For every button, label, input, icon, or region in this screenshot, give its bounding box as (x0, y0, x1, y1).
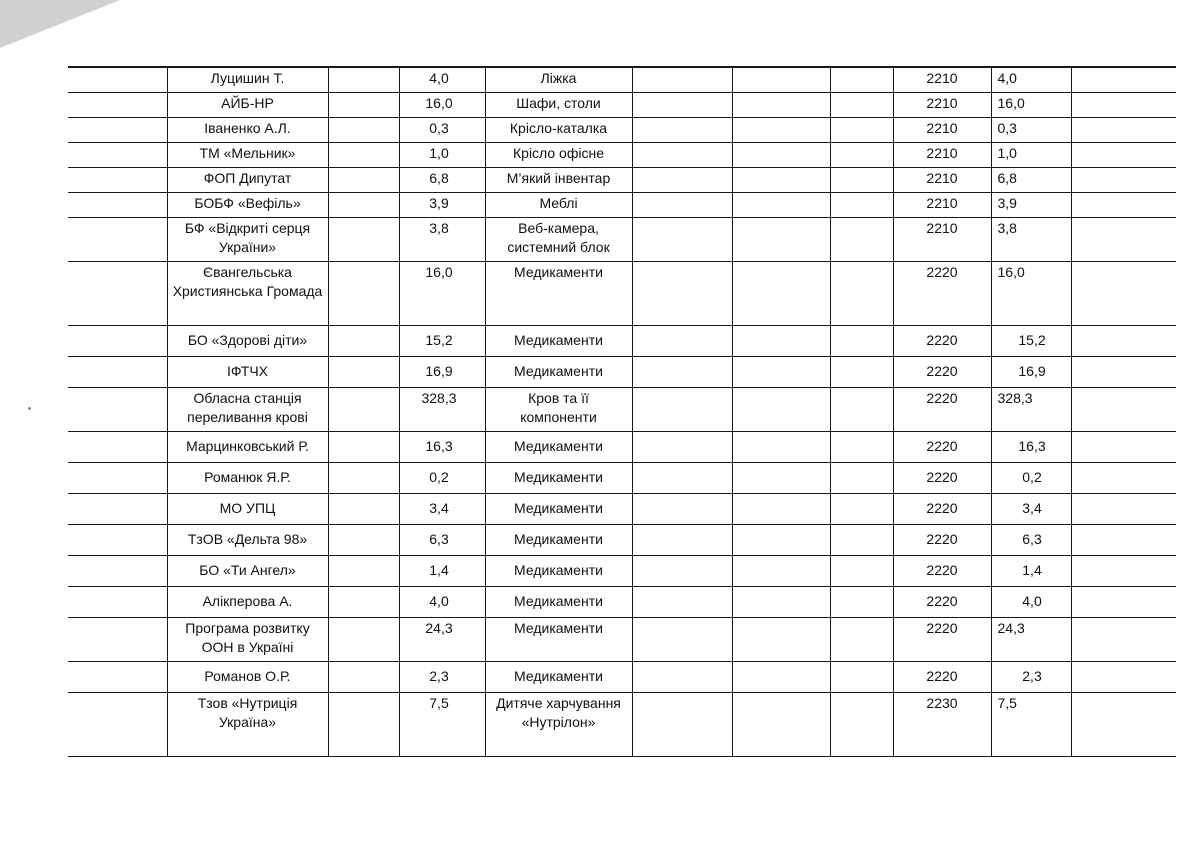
blank-cell (68, 193, 167, 218)
blank-cell (830, 556, 893, 587)
table-row (68, 262, 1176, 326)
blank-cell (632, 388, 732, 432)
budget-code-cell: 2220 (893, 262, 991, 326)
blank-cell (830, 494, 893, 525)
blank-cell (1071, 93, 1176, 118)
donor-name-cell: Марцинковський Р. (167, 432, 328, 463)
blank-cell (68, 218, 167, 262)
amount-cell: 6,3 (991, 525, 1071, 556)
blank-cell (830, 662, 893, 693)
budget-code-cell: 2210 (893, 67, 991, 93)
blank-cell (1071, 662, 1176, 693)
blank-cell (1071, 693, 1176, 757)
donor-name-cell: АЙБ-НР (167, 93, 328, 118)
table-row (68, 218, 1176, 262)
donor-name-cell: ІФТЧХ (167, 357, 328, 388)
blank-cell (732, 662, 830, 693)
item-cell: Медикаменти (485, 556, 632, 587)
item-cell: Веб-камера, системний блок (485, 218, 632, 262)
quantity-cell: 6,3 (399, 525, 485, 556)
table-body (68, 67, 1176, 757)
blank-cell (328, 67, 399, 93)
budget-code-cell: 2210 (893, 218, 991, 262)
amount-cell: 16,9 (991, 357, 1071, 388)
blank-cell (68, 587, 167, 618)
blank-cell (732, 388, 830, 432)
blank-cell (1071, 587, 1176, 618)
blank-cell (732, 326, 830, 357)
budget-code-cell: 2220 (893, 587, 991, 618)
blank-cell (1071, 118, 1176, 143)
quantity-cell: 3,4 (399, 494, 485, 525)
blank-cell (632, 525, 732, 556)
quantity-cell: 15,2 (399, 326, 485, 357)
donor-name-cell: Романов О.Р. (167, 662, 328, 693)
blank-cell (1071, 193, 1176, 218)
donor-name-cell: Луцишин Т. (167, 67, 328, 93)
blank-cell (68, 357, 167, 388)
blank-cell (68, 388, 167, 432)
blank-cell (830, 193, 893, 218)
donor-name-cell: Іваненко А.Л. (167, 118, 328, 143)
blank-cell (632, 693, 732, 757)
table-row (68, 693, 1176, 757)
amount-cell: 3,9 (991, 193, 1071, 218)
blank-cell (68, 494, 167, 525)
blank-cell (1071, 618, 1176, 662)
blank-cell (732, 587, 830, 618)
blank-cell (732, 618, 830, 662)
budget-code-cell: 2220 (893, 432, 991, 463)
blank-cell (328, 618, 399, 662)
quantity-cell: 1,4 (399, 556, 485, 587)
table-row (68, 193, 1176, 218)
budget-code-cell: 2220 (893, 326, 991, 357)
blank-cell (1071, 463, 1176, 494)
blank-cell (68, 525, 167, 556)
amount-cell: 3,4 (991, 494, 1071, 525)
quantity-cell: 4,0 (399, 67, 485, 93)
item-cell: М’який інвентар (485, 168, 632, 193)
quantity-cell: 328,3 (399, 388, 485, 432)
table-row (68, 388, 1176, 432)
blank-cell (328, 218, 399, 262)
table-row (68, 93, 1176, 118)
blank-cell (1071, 67, 1176, 93)
item-cell: Ліжка (485, 67, 632, 93)
item-cell: Крісло-каталка (485, 118, 632, 143)
quantity-cell: 0,3 (399, 118, 485, 143)
quantity-cell: 16,0 (399, 93, 485, 118)
amount-cell: 0,2 (991, 463, 1071, 494)
blank-cell (732, 218, 830, 262)
blank-cell (830, 326, 893, 357)
budget-code-cell: 2220 (893, 556, 991, 587)
table-row (68, 463, 1176, 494)
item-cell: Медикаменти (485, 262, 632, 326)
donor-name-cell: Романюк Я.Р. (167, 463, 328, 494)
blank-cell (732, 193, 830, 218)
blank-cell (830, 432, 893, 463)
blank-cell (830, 168, 893, 193)
item-cell: Медикаменти (485, 326, 632, 357)
donor-name-cell: Тзов «Нутриція Україна» (167, 693, 328, 757)
table-row (68, 494, 1176, 525)
item-cell: Дитяче харчування «Нутрілон» (485, 693, 632, 757)
item-cell: Медикаменти (485, 357, 632, 388)
amount-cell: 0,3 (991, 118, 1071, 143)
blank-cell (328, 494, 399, 525)
blank-cell (328, 357, 399, 388)
blank-cell (1071, 388, 1176, 432)
blank-cell (830, 587, 893, 618)
blank-cell (1071, 326, 1176, 357)
quantity-cell: 3,8 (399, 218, 485, 262)
blank-cell (732, 93, 830, 118)
budget-code-cell: 2210 (893, 143, 991, 168)
quantity-cell: 0,2 (399, 463, 485, 494)
blank-cell (328, 118, 399, 143)
quantity-cell: 16,3 (399, 432, 485, 463)
table-row (68, 432, 1176, 463)
budget-code-cell: 2220 (893, 618, 991, 662)
item-cell: Крісло офісне (485, 143, 632, 168)
blank-cell (732, 118, 830, 143)
blank-cell (632, 587, 732, 618)
donor-name-cell: БО «Здорові діти» (167, 326, 328, 357)
donor-name-cell: Алікперова А. (167, 587, 328, 618)
blank-cell (1071, 432, 1176, 463)
blank-cell (68, 618, 167, 662)
blank-cell (632, 143, 732, 168)
blank-cell (68, 432, 167, 463)
blank-cell (68, 326, 167, 357)
amount-cell: 6,8 (991, 168, 1071, 193)
blank-cell (328, 587, 399, 618)
quantity-cell: 2,3 (399, 662, 485, 693)
budget-code-cell: 2230 (893, 693, 991, 757)
blank-cell (732, 463, 830, 494)
blank-cell (68, 168, 167, 193)
budget-code-cell: 2210 (893, 168, 991, 193)
blank-cell (68, 67, 167, 93)
table-row (68, 143, 1176, 168)
table-row (68, 67, 1176, 93)
blank-cell (328, 326, 399, 357)
blank-cell (1071, 525, 1176, 556)
blank-cell (732, 357, 830, 388)
table-row (68, 662, 1176, 693)
table-row (68, 587, 1176, 618)
item-cell: Медикаменти (485, 432, 632, 463)
blank-cell (732, 693, 830, 757)
amount-cell: 16,3 (991, 432, 1071, 463)
amount-cell: 4,0 (991, 587, 1071, 618)
item-cell: Медикаменти (485, 662, 632, 693)
blank-cell (830, 262, 893, 326)
blank-cell (830, 67, 893, 93)
blank-cell (830, 93, 893, 118)
blank-cell (632, 168, 732, 193)
budget-code-cell: 2210 (893, 93, 991, 118)
amount-cell: 16,0 (991, 262, 1071, 326)
donor-name-cell: ТзОВ «Дельта 98» (167, 525, 328, 556)
blank-cell (830, 218, 893, 262)
quantity-cell: 16,0 (399, 262, 485, 326)
blank-cell (68, 118, 167, 143)
quantity-cell: 7,5 (399, 693, 485, 757)
blank-cell (68, 693, 167, 757)
blank-cell (830, 357, 893, 388)
donor-name-cell: БОБФ «Вефіль» (167, 193, 328, 218)
quantity-cell: 24,3 (399, 618, 485, 662)
quantity-cell: 3,9 (399, 193, 485, 218)
donor-name-cell: МО УПЦ (167, 494, 328, 525)
blank-cell (632, 67, 732, 93)
blank-cell (328, 143, 399, 168)
blank-cell (632, 193, 732, 218)
budget-code-cell: 2220 (893, 388, 991, 432)
blank-cell (632, 494, 732, 525)
amount-cell: 1,4 (991, 556, 1071, 587)
blank-cell (328, 525, 399, 556)
amount-cell: 7,5 (991, 693, 1071, 757)
blank-cell (328, 193, 399, 218)
document-sheet (68, 66, 1176, 757)
table-row (68, 168, 1176, 193)
amount-cell: 15,2 (991, 326, 1071, 357)
budget-code-cell: 2220 (893, 463, 991, 494)
item-cell: Медикаменти (485, 525, 632, 556)
donor-name-cell: БО «Ти Ангел» (167, 556, 328, 587)
budget-code-cell: 2220 (893, 494, 991, 525)
blank-cell (328, 556, 399, 587)
blank-cell (732, 143, 830, 168)
blank-cell (328, 168, 399, 193)
amount-cell: 2,3 (991, 662, 1071, 693)
blank-cell (632, 432, 732, 463)
budget-code-cell: 2220 (893, 357, 991, 388)
blank-cell (1071, 556, 1176, 587)
quantity-cell: 1,0 (399, 143, 485, 168)
item-cell: Медикаменти (485, 618, 632, 662)
blank-cell (830, 143, 893, 168)
blank-cell (1071, 143, 1176, 168)
blank-cell (632, 118, 732, 143)
quantity-cell: 6,8 (399, 168, 485, 193)
blank-cell (1071, 168, 1176, 193)
quantity-cell: 4,0 (399, 587, 485, 618)
donor-name-cell: БФ «Відкриті серця України» (167, 218, 328, 262)
blank-cell (68, 93, 167, 118)
donor-name-cell: Програма розвитку ООН в Україні (167, 618, 328, 662)
amount-cell: 24,3 (991, 618, 1071, 662)
table-row (68, 118, 1176, 143)
donor-name-cell: ТМ «Мельник» (167, 143, 328, 168)
blank-cell (732, 67, 830, 93)
blank-cell (830, 693, 893, 757)
blank-cell (632, 218, 732, 262)
blank-cell (732, 168, 830, 193)
table-row (68, 357, 1176, 388)
table-row (68, 556, 1176, 587)
blank-cell (68, 143, 167, 168)
blank-cell (632, 93, 732, 118)
blank-cell (830, 618, 893, 662)
amount-cell: 16,0 (991, 93, 1071, 118)
quantity-cell: 16,9 (399, 357, 485, 388)
blank-cell (1071, 357, 1176, 388)
blank-cell (732, 556, 830, 587)
blank-cell (1071, 494, 1176, 525)
blank-cell (68, 262, 167, 326)
scan-speck (28, 407, 31, 410)
blank-cell (632, 326, 732, 357)
blank-cell (328, 463, 399, 494)
page-corner-shadow (0, 0, 120, 48)
amount-cell: 4,0 (991, 67, 1071, 93)
donor-name-cell: ФОП Дипутат (167, 168, 328, 193)
amount-cell: 1,0 (991, 143, 1071, 168)
blank-cell (68, 463, 167, 494)
budget-code-cell: 2220 (893, 662, 991, 693)
blank-cell (68, 662, 167, 693)
table-row (68, 326, 1176, 357)
blank-cell (328, 432, 399, 463)
blank-cell (328, 388, 399, 432)
table-row (68, 525, 1176, 556)
blank-cell (732, 525, 830, 556)
item-cell: Шафи, столи (485, 93, 632, 118)
donor-name-cell: Євангельська Християнська Громада (167, 262, 328, 326)
blank-cell (830, 463, 893, 494)
item-cell: Медикаменти (485, 587, 632, 618)
donations-table (68, 66, 1176, 757)
blank-cell (732, 432, 830, 463)
blank-cell (328, 93, 399, 118)
blank-cell (632, 556, 732, 587)
amount-cell: 3,8 (991, 218, 1071, 262)
item-cell: Кров та її компоненти (485, 388, 632, 432)
blank-cell (830, 525, 893, 556)
blank-cell (328, 693, 399, 757)
budget-code-cell: 2210 (893, 118, 991, 143)
blank-cell (632, 662, 732, 693)
blank-cell (1071, 262, 1176, 326)
blank-cell (632, 262, 732, 326)
blank-cell (632, 357, 732, 388)
budget-code-cell: 2210 (893, 193, 991, 218)
table-row (68, 618, 1176, 662)
blank-cell (830, 388, 893, 432)
amount-cell: 328,3 (991, 388, 1071, 432)
item-cell: Медикаменти (485, 494, 632, 525)
item-cell: Медикаменти (485, 463, 632, 494)
donor-name-cell: Обласна станція переливання крові (167, 388, 328, 432)
blank-cell (328, 662, 399, 693)
budget-code-cell: 2220 (893, 525, 991, 556)
blank-cell (328, 262, 399, 326)
blank-cell (1071, 218, 1176, 262)
blank-cell (68, 556, 167, 587)
blank-cell (830, 118, 893, 143)
blank-cell (732, 262, 830, 326)
item-cell: Меблі (485, 193, 632, 218)
blank-cell (632, 463, 732, 494)
blank-cell (732, 494, 830, 525)
blank-cell (632, 618, 732, 662)
